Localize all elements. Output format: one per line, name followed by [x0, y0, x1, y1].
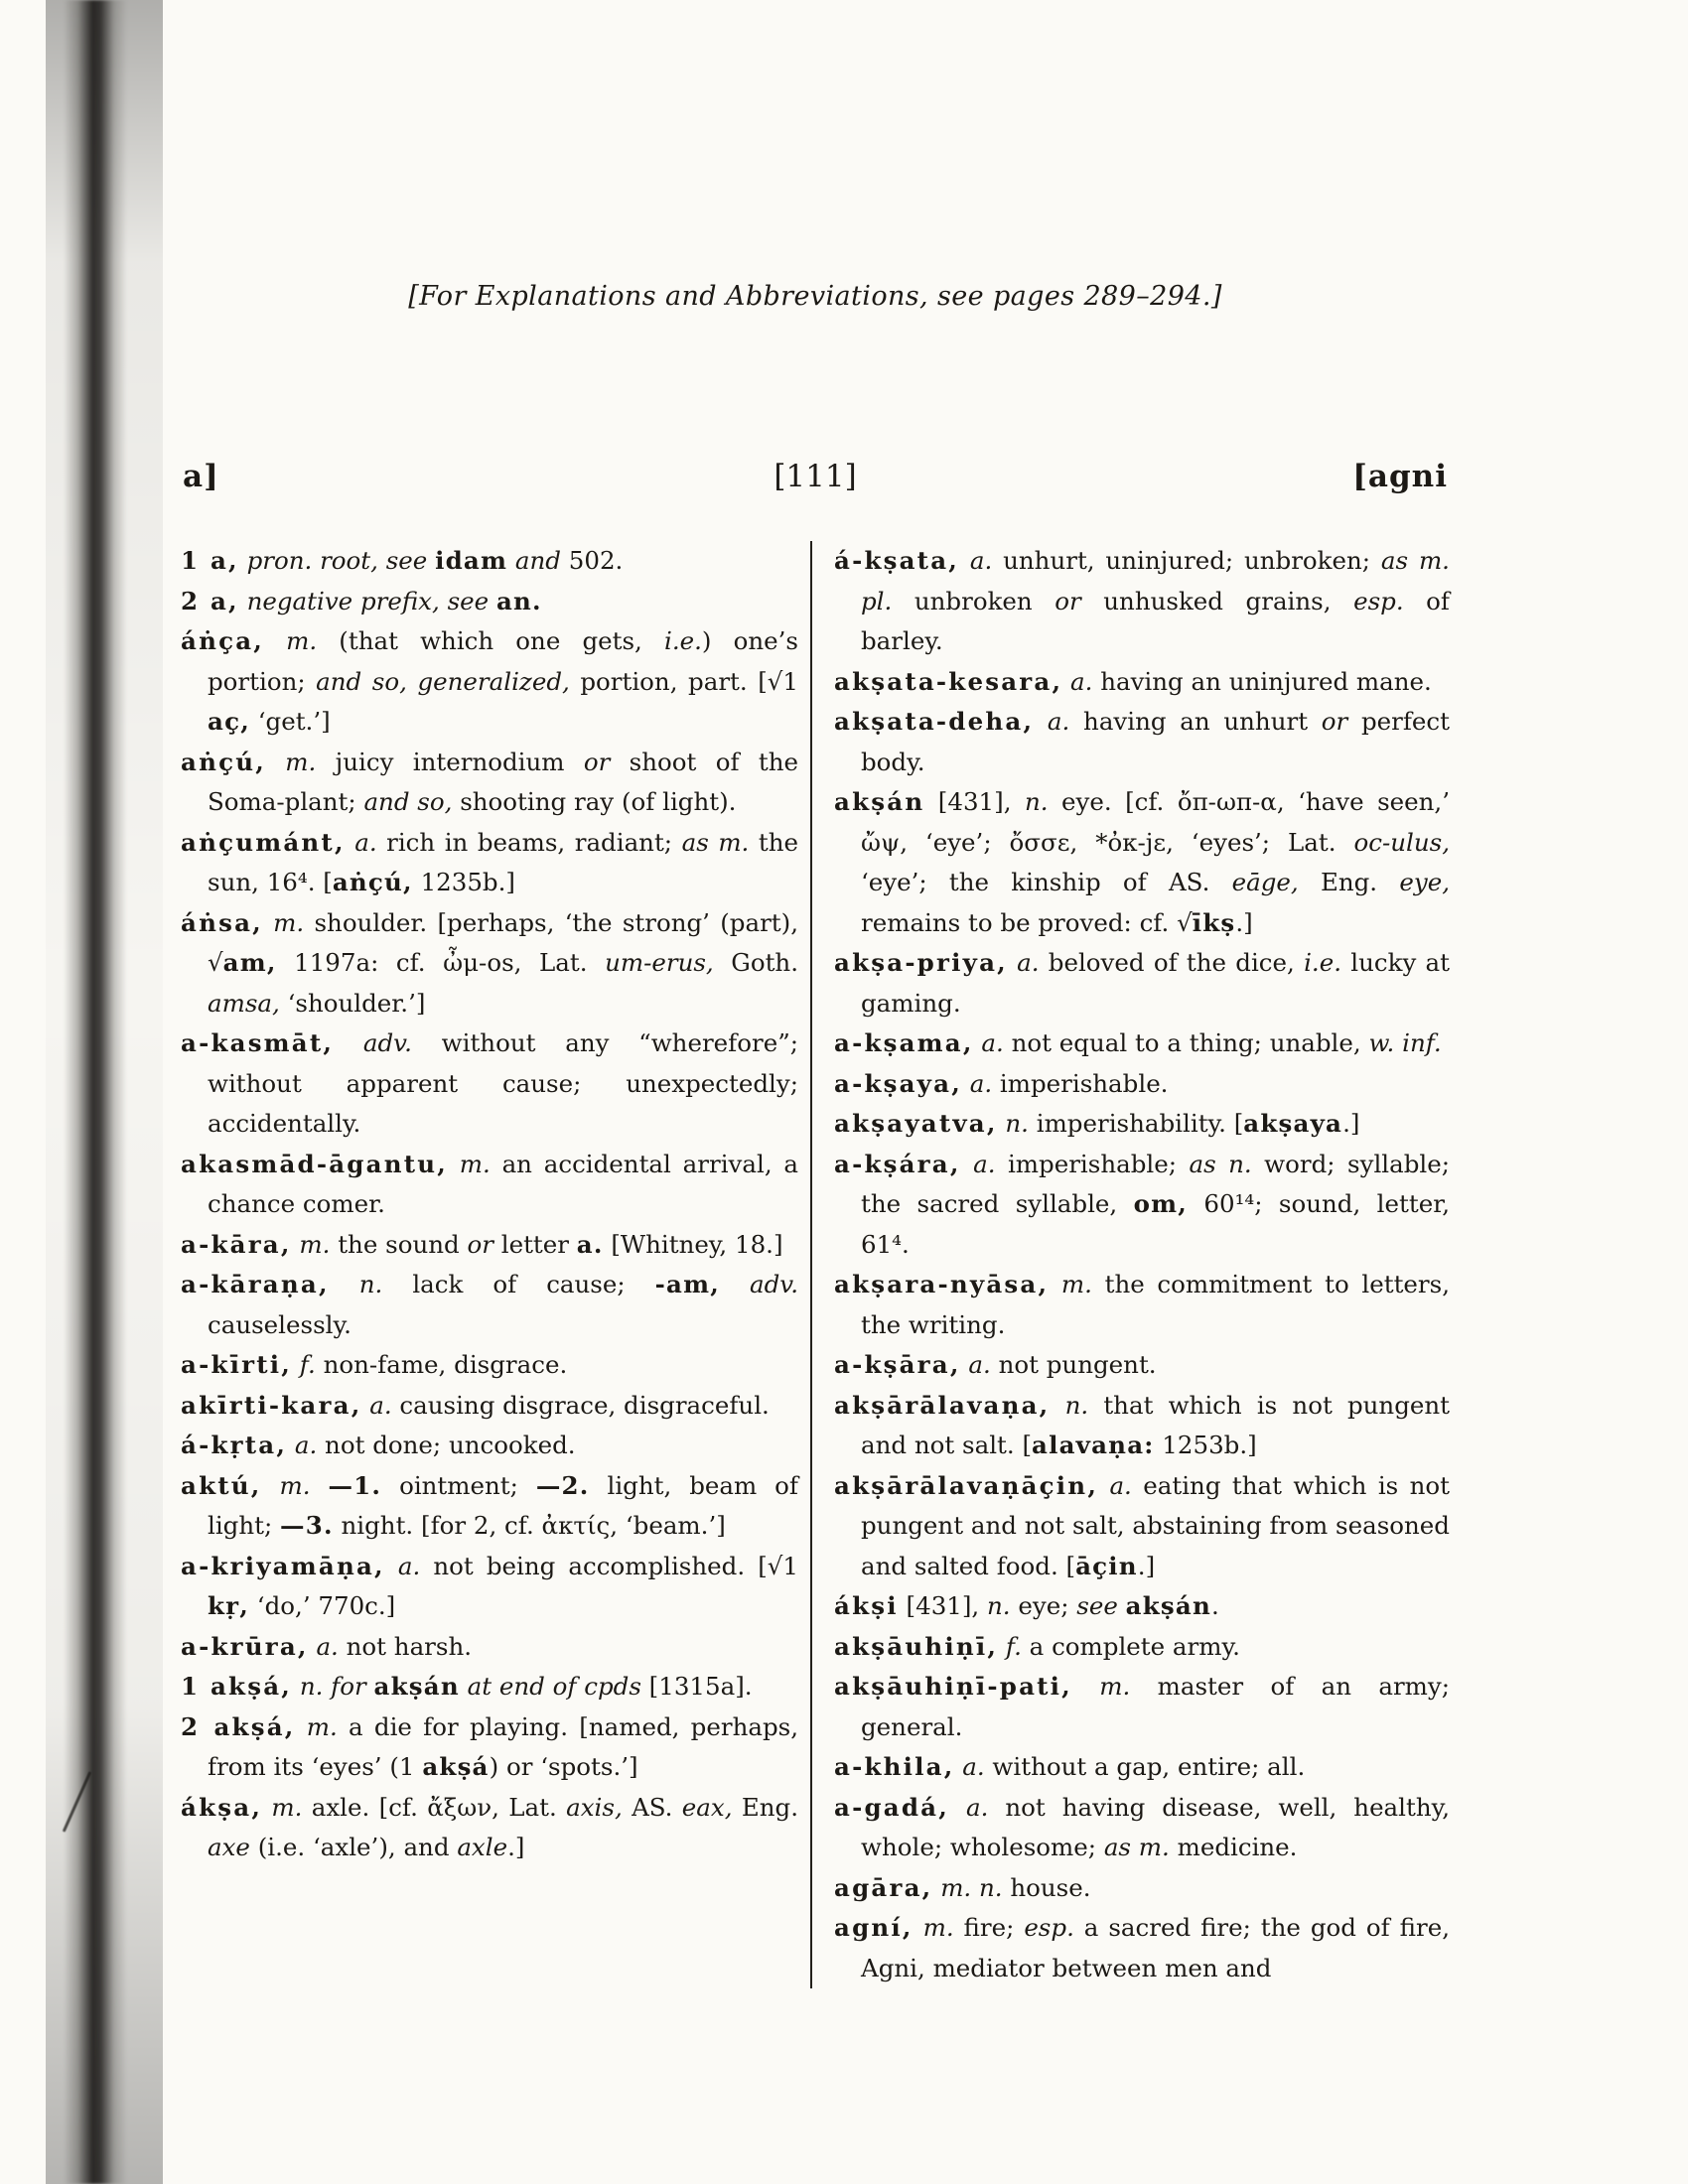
text-segment: of barley.: [861, 586, 1450, 655]
dictionary-entry: [834, 1868, 1450, 1909]
text-segment: as m.: [1103, 1833, 1170, 1861]
dictionary-entry: [834, 1145, 1450, 1266]
text-segment: akṣāuhiṇī,: [834, 1631, 999, 1661]
text-segment: m.: [913, 1913, 954, 1942]
text-segment: the commitment to letters, the writing.: [861, 1270, 1450, 1339]
text-segment: causelessly.: [208, 1309, 352, 1339]
text-segment: a.: [959, 546, 993, 575]
scan-edge-shadow: [46, 0, 163, 2184]
text-segment: akṣāuhiṇī-pati,: [834, 1672, 1072, 1701]
text-segment: Goth.: [713, 948, 798, 977]
text-segment: a-kṣama,: [834, 1028, 974, 1057]
text-segment: akṣán: [373, 1672, 460, 1701]
text-segment: lack of cause;: [382, 1270, 655, 1298]
text-segment: [709, 828, 719, 857]
text-segment: and: [507, 546, 569, 575]
text-segment: the sound: [330, 1229, 468, 1259]
text-segment: and so, generalized,: [316, 666, 570, 696]
text-segment: alavaṇa:: [1032, 1431, 1155, 1459]
text-segment: oc-ulus,: [1353, 827, 1450, 857]
dictionary-entry: [834, 662, 1450, 703]
text-segment: áṅça,: [181, 626, 265, 655]
text-segment: a.: [1098, 1470, 1132, 1500]
text-segment: the sun, 16⁴. [: [208, 827, 798, 896]
text-segment: .]: [1235, 907, 1253, 937]
text-segment: i.e.: [663, 626, 702, 655]
dictionary-entry: [181, 1627, 798, 1668]
text-segment: ) or ‘spots.’]: [489, 1752, 638, 1781]
text-segment: [310, 1471, 328, 1500]
text-segment: having an uninjured mane.: [1092, 666, 1432, 696]
text-segment: aṅçú,: [332, 868, 413, 896]
text-segment: m. n.: [932, 1872, 1003, 1902]
text-segment: m.: [447, 1149, 491, 1178]
text-segment: m.: [264, 626, 318, 655]
text-segment: .]: [507, 1833, 525, 1861]
dictionary-entry: [834, 1747, 1450, 1788]
dictionary-entry: [834, 1265, 1450, 1345]
text-segment: a.: [361, 1390, 392, 1420]
text-segment: ) one’s portion;: [208, 626, 798, 696]
text-segment: axle. [cf. ἄξων, Lat.: [302, 1792, 567, 1822]
text-segment: shoot of the Soma-plant;: [208, 747, 798, 816]
text-segment: .]: [1137, 1551, 1156, 1580]
text-segment: see: [1076, 1591, 1118, 1620]
dictionary-entry: [834, 943, 1450, 1024]
dictionary-entry: [181, 743, 798, 823]
dictionary-entry: [181, 1386, 798, 1427]
text-segment: not harsh.: [338, 1631, 473, 1661]
text-segment: om,: [1133, 1189, 1189, 1218]
dictionary-entry: [181, 541, 798, 582]
text-segment: imperishable;: [995, 1149, 1190, 1178]
text-segment: without a gap, entire; all.: [984, 1752, 1306, 1781]
text-segment: m.: [1071, 1672, 1131, 1701]
text-segment: (that which one gets,: [317, 626, 664, 655]
text-segment: [1118, 1591, 1126, 1620]
text-segment: a-kīrti,: [181, 1350, 292, 1379]
text-segment: a.: [308, 1631, 339, 1661]
dictionary-entry: [834, 1667, 1450, 1747]
text-segment: word; syllable; the sacred syllable,: [861, 1149, 1450, 1218]
dictionary-entry: [181, 621, 798, 743]
text-segment: agní,: [834, 1913, 914, 1942]
text-segment: night. [for 2, cf. ἀκτίς, ‘beam.’]: [333, 1511, 726, 1540]
text-segment: esp.: [1024, 1913, 1074, 1942]
guide-word-left: a]: [183, 459, 219, 494]
dictionary-entry: [834, 1586, 1450, 1627]
text-segment: n.: [987, 1591, 1011, 1620]
text-segment: shoulder. [perhaps, ‘the strong’ (part), √: [208, 907, 798, 977]
text-segment: m.: [1049, 1270, 1092, 1298]
text-segment: ákṣi: [834, 1591, 899, 1620]
text-segment: a complete army.: [1021, 1631, 1240, 1661]
dictionary-entry: [181, 1667, 798, 1707]
text-segment: juicy internodium: [316, 747, 584, 776]
text-segment: eating that which is not pungent and not salt, abstaining from seasoned and salted food. [: [861, 1470, 1451, 1580]
text-segment: non-fame, disgrace.: [315, 1350, 568, 1379]
text-segment: medicine.: [1169, 1833, 1298, 1861]
text-segment: á-kṛta,: [181, 1431, 288, 1459]
running-head: [181, 459, 1450, 504]
text-segment: axis,: [566, 1792, 623, 1822]
text-segment: as n.: [1189, 1149, 1252, 1178]
text-segment: akṣata-kesara,: [834, 666, 1063, 696]
dictionary-entry: [834, 1386, 1450, 1466]
text-segment: a-kṣára,: [834, 1149, 961, 1178]
text-segment: unhusked grains,: [1080, 586, 1354, 615]
dictionary-entry: [181, 1707, 798, 1788]
text-segment: a.: [287, 1431, 318, 1459]
text-segment: a.: [954, 1752, 985, 1781]
dictionary-entry: [834, 1345, 1450, 1386]
text-segment: adv.: [719, 1270, 798, 1298]
text-segment: agāra,: [834, 1872, 933, 1902]
text-segment: 1253b.]: [1154, 1431, 1257, 1459]
text-segment: aktú,: [181, 1470, 262, 1500]
text-segment: i.e.: [1304, 948, 1341, 977]
column-divider-rule: [810, 541, 812, 1988]
text-segment: an accidental arrival, a chance comer.: [208, 1149, 798, 1218]
text-segment: ointment;: [381, 1470, 536, 1500]
text-segment: —3.: [280, 1511, 334, 1540]
text-segment: not being accomplished. [√1: [420, 1551, 798, 1580]
text-segment: fire;: [953, 1913, 1025, 1942]
text-segment: or: [467, 1229, 493, 1259]
text-segment: w. inf.: [1368, 1028, 1442, 1057]
dictionary-entry: [834, 782, 1450, 943]
text-segment: n.: [1024, 787, 1049, 816]
dictionary-entry: [181, 1024, 798, 1145]
dictionary-entry: [834, 1788, 1450, 1868]
text-segment: [Whitney, 18.]: [603, 1229, 783, 1259]
text-segment: 1 a,: [181, 546, 239, 575]
text-segment: a.: [1062, 666, 1093, 696]
text-segment: m.: [265, 747, 317, 776]
text-segment: n. for: [292, 1672, 374, 1701]
text-segment: that which is not pungent and not salt. [: [861, 1390, 1451, 1459]
text-segment: akṣán: [1125, 1591, 1211, 1620]
text-segment: or: [1321, 707, 1348, 736]
text-segment: a-kāraṇa,: [181, 1270, 330, 1298]
dictionary-entry: [181, 582, 798, 622]
left-column: [181, 541, 798, 1988]
text-segment: idam: [435, 546, 508, 575]
text-segment: a.: [1034, 707, 1070, 736]
text-segment: eye;: [1010, 1591, 1077, 1620]
text-segment: akṣá: [422, 1752, 490, 1781]
text-segment: as m. pl.: [861, 546, 1450, 615]
text-segment: remains to be proved: cf. √: [861, 907, 1193, 937]
text-segment: akṣayatva,: [834, 1109, 998, 1138]
text-segment: m.: [295, 1711, 338, 1741]
text-segment: ‘do,’ 770c.]: [249, 1591, 396, 1620]
text-segment: a.: [384, 1551, 421, 1580]
text-segment: 502.: [568, 546, 624, 575]
text-segment: imperishability. [: [1028, 1109, 1244, 1138]
text-segment: akṣa-priya,: [834, 948, 1008, 977]
text-segment: axe: [208, 1833, 250, 1861]
text-segment: not pungent.: [990, 1350, 1157, 1379]
text-segment: akṣārālavaṇāçin,: [834, 1470, 1099, 1500]
text-segment: causing disgrace, disgraceful.: [391, 1390, 770, 1420]
text-segment: eye. [cf. ὄπ-ωπ-α, ‘have seen,’ ὤψ, ‘eye’; ὄσσε, *ὀκ-jε, ‘eyes’; Lat.: [861, 787, 1451, 857]
text-segment: a.: [1007, 948, 1040, 977]
text-segment: shooting ray (of light).: [452, 787, 737, 816]
text-segment: [1315a].: [640, 1672, 753, 1701]
text-segment: adv.: [334, 1028, 412, 1057]
text-segment: a.: [973, 1028, 1004, 1057]
text-segment: ‘get.’]: [249, 707, 331, 736]
text-segment: m.: [262, 907, 305, 937]
text-segment: perfect body.: [861, 707, 1450, 776]
text-segment: at end of cpds: [459, 1672, 641, 1701]
text-segment: an.: [495, 586, 542, 615]
text-segment: eye,: [1399, 868, 1450, 896]
text-segment: .: [1210, 1591, 1219, 1620]
text-segment: ‘eye’; the kinship of AS.: [861, 868, 1232, 896]
text-segment: um-erus,: [605, 948, 714, 977]
scan-scratch-artifact: [63, 1771, 92, 1833]
text-segment: kṛ,: [208, 1591, 250, 1620]
text-segment: as: [681, 827, 709, 857]
text-segment: house.: [1002, 1872, 1091, 1902]
text-segment: or: [583, 747, 611, 776]
dictionary-entry: [181, 1145, 798, 1225]
dictionary-entry: [181, 903, 798, 1024]
text-segment: AS.: [622, 1792, 682, 1822]
dictionary-entry: [834, 702, 1450, 782]
text-segment: axle: [457, 1833, 508, 1861]
text-segment: a.: [960, 1149, 996, 1178]
explanations-note: [For Explanations and Abbreviations, see pages 289–294.]: [408, 281, 1222, 312]
dictionary-entry: [181, 1265, 798, 1345]
text-segment: lucky at gaming.: [861, 948, 1450, 1018]
text-segment: (i.e. ‘axle’), and: [249, 1833, 458, 1861]
text-segment: ákṣa,: [181, 1792, 263, 1822]
text-segment: a-kasmāt,: [181, 1028, 335, 1057]
dictionary-entry: [181, 1547, 798, 1627]
text-segment: not done; uncooked.: [317, 1431, 576, 1459]
text-segment: eax,: [681, 1792, 733, 1822]
text-segment: āçin: [1075, 1551, 1138, 1580]
dictionary-entry: [181, 1788, 798, 1868]
dictionary-entry: [181, 1466, 798, 1547]
text-segment: -am,: [654, 1270, 720, 1298]
text-segment: a-khila,: [834, 1752, 955, 1781]
dictionary-entry: [181, 823, 798, 903]
text-segment: [431],: [898, 1591, 988, 1620]
text-segment: not equal to a thing; unable,: [1003, 1028, 1369, 1057]
text-segment: letter: [492, 1229, 577, 1259]
text-segment: ‘shoulder.’]: [279, 988, 426, 1018]
text-segment: a sacred fire; the god of fire, Agni, mediator between men and: [861, 1913, 1451, 1982]
text-segment: f.: [292, 1350, 316, 1379]
text-segment: imperishable.: [992, 1068, 1169, 1098]
text-segment: aṅçumánt,: [181, 827, 346, 857]
text-segment: áṅsa,: [181, 907, 263, 937]
dictionary-entry: [834, 1908, 1450, 1988]
text-segment: a-kāra,: [181, 1229, 292, 1259]
text-segment: having an unhurt: [1069, 707, 1322, 736]
text-segment: master of an army; general.: [861, 1672, 1450, 1741]
text-segment: —2.: [535, 1470, 590, 1500]
text-segment: 1 akṣá,: [181, 1672, 293, 1701]
text-segment: light, beam of light;: [208, 1470, 798, 1540]
text-segment: —1.: [328, 1470, 382, 1500]
text-segment: a-krūra,: [181, 1631, 309, 1661]
text-segment: a.: [960, 1350, 991, 1379]
text-segment: negative prefix, see: [238, 586, 496, 615]
text-segment: a.: [948, 1792, 989, 1822]
text-segment: akṣaya: [1243, 1109, 1343, 1138]
dictionary-entry: [834, 1104, 1450, 1145]
dictionary-entry: [834, 1466, 1450, 1587]
text-segment: beloved of the dice,: [1039, 948, 1305, 977]
text-segment: portion, part. [√1: [569, 666, 798, 696]
text-segment: not having disease, well, healthy, whole; wholesome;: [861, 1792, 1451, 1861]
text-segment: m.: [291, 1229, 331, 1259]
text-segment: m.: [261, 1470, 311, 1500]
dictionary-columns: [181, 541, 1450, 1988]
text-segment: unhurt, uninjured; unbroken;: [992, 546, 1381, 575]
text-segment: or: [1055, 586, 1081, 615]
guide-word-right: [agni: [1352, 459, 1448, 494]
text-segment: am,: [222, 948, 277, 977]
text-segment: akṣán: [834, 787, 925, 816]
text-segment: amsa,: [208, 988, 280, 1018]
book-binding-edge: [64, 0, 127, 2184]
page-number: [111]: [774, 459, 857, 494]
dictionary-entry: [834, 1627, 1450, 1668]
text-segment: á-kṣata,: [834, 546, 960, 575]
text-segment: aṅçú,: [181, 747, 266, 776]
text-segment: [431],: [924, 787, 1025, 816]
text-segment: a-kriyamāṇa,: [181, 1551, 385, 1580]
text-segment: 2 akṣá,: [181, 1711, 296, 1741]
dictionary-entry: [181, 1426, 798, 1466]
text-segment: n.: [1050, 1390, 1089, 1420]
text-segment: n.: [997, 1109, 1029, 1138]
text-segment: a.: [576, 1229, 604, 1259]
text-segment: īkṣ: [1192, 907, 1236, 937]
text-segment: a-kṣāra,: [834, 1350, 961, 1379]
text-segment: akasmād-āgantu,: [181, 1149, 448, 1178]
text-segment: m.: [718, 827, 750, 857]
text-segment: a-gadá,: [834, 1792, 949, 1822]
text-segment: akṣara-nyāsa,: [834, 1270, 1050, 1298]
dictionary-entry: [181, 1345, 798, 1386]
dictionary-entry: [834, 1024, 1450, 1064]
text-segment: unbroken: [892, 586, 1055, 615]
text-segment: akṣārālavaṇa,: [834, 1390, 1051, 1420]
dictionary-entry: [181, 1225, 798, 1266]
text-segment: akṣata-deha,: [834, 707, 1035, 736]
text-segment: esp.: [1353, 586, 1404, 615]
text-segment: a die for playing. [named, perhaps, from its ‘eyes’ (1: [208, 1711, 798, 1781]
text-segment: .]: [1342, 1109, 1360, 1138]
dictionary-entry: [834, 1064, 1450, 1105]
text-segment: a-kṣaya,: [834, 1068, 962, 1098]
text-segment: and so,: [363, 787, 453, 816]
text-segment: f.: [998, 1631, 1022, 1661]
right-column: [834, 541, 1450, 1988]
dictionary-entry: [834, 541, 1450, 662]
text-segment: eāge,: [1231, 868, 1299, 896]
text-segment: 1197a: cf. ὦμ-os, Lat.: [276, 948, 606, 977]
text-segment: aç,: [208, 707, 250, 736]
text-segment: a.: [961, 1068, 993, 1098]
text-segment: Eng.: [732, 1792, 798, 1822]
text-segment: Eng.: [1298, 868, 1400, 896]
text-segment: pron. root, see: [238, 546, 436, 575]
text-segment: a.: [345, 827, 377, 857]
text-segment: n.: [329, 1270, 383, 1298]
text-segment: without any “wherefore”; without apparent cause; unexpectedly; accidentally.: [208, 1028, 798, 1138]
text-segment: 60¹⁴; sound, letter, 61⁴.: [861, 1189, 1450, 1259]
text-segment: m.: [262, 1792, 303, 1822]
text-segment: 2 a,: [181, 586, 239, 615]
text-segment: 1235b.]: [412, 868, 515, 896]
text-segment: akīrti-kara,: [181, 1390, 362, 1420]
text-segment: rich in beams, radiant;: [376, 827, 682, 857]
